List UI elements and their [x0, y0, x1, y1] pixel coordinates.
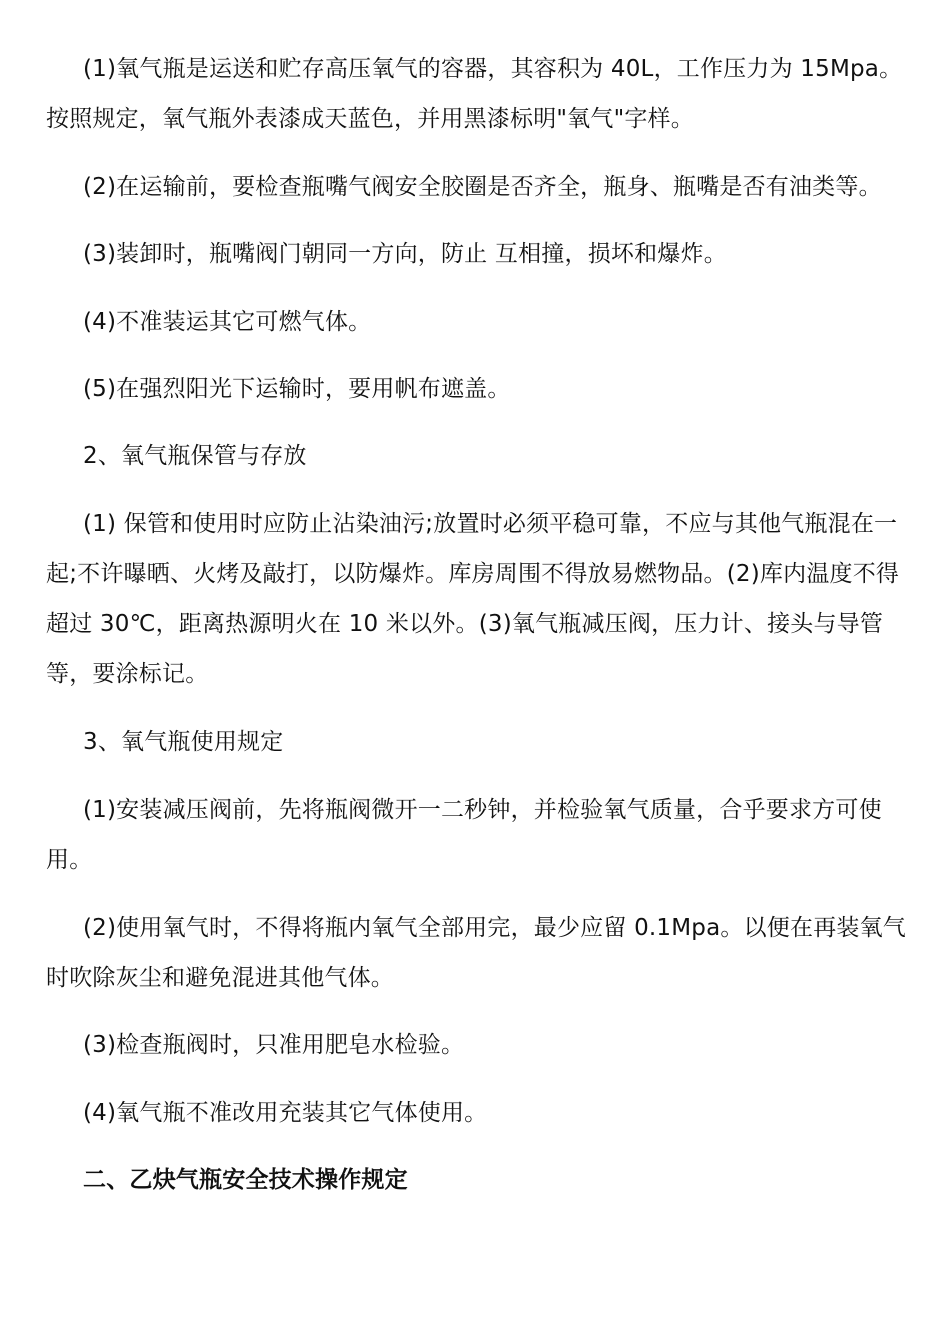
paragraph-storage-rules: (1) 保管和使用时应防止沾染油污;放置时必须平稳可靠，不应与其他气瓶混在一起;不许曝晒、火烤及敲打，以防爆炸。库房周围不得放易燃物品。(2)库内温度不得超过 30℃，距离热源明火在 10 米以外。(3)氧气瓶减压阀，压力计、接头与导管等，要涂标记。	[46, 511, 900, 687]
paragraph-sunlight-cover: (5)在强烈阳光下运输时，要用帆布遮盖。	[83, 376, 511, 402]
paragraph-install-regulator: (1)安装减压阀前，先将瓶阀微开一二秒钟，并检验氧气质量，合乎要求方可使用。	[46, 797, 882, 873]
chapter-heading-acetylene: 二、乙炔气瓶安全技术操作规定	[83, 1167, 408, 1193]
paragraph-no-flammable-gas: (4)不准装运其它可燃气体。	[83, 309, 372, 335]
paragraph-soap-water-check: (3)检查瓶阀时，只准用肥皂水检验。	[83, 1032, 465, 1058]
paragraph-transport-inspection: (2)在运输前，要检查瓶嘴气阀安全胶圈是否齐全，瓶身、瓶嘴是否有油类等。	[83, 174, 882, 200]
section-heading-storage: 2、氧气瓶保管与存放	[83, 443, 307, 469]
paragraph-oxygen-cylinder-definition: (1)氧气瓶是运送和贮存高压氧气的容器，其容积为 40L，工作压力为 15Mpa。按照规定，氧气瓶外表漆成天蓝色，并用黑漆标明"氧气"字样。	[46, 56, 903, 132]
paragraph-no-refill-other-gas: (4)氧气瓶不准改用充装其它气体使用。	[83, 1100, 488, 1126]
paragraph-residual-pressure: (2)使用氧气时，不得将瓶内氧气全部用完，最少应留 0.1Mpa。以便在再装氧气时吹除灰尘和避免混进其他气体。	[46, 915, 907, 991]
section-heading-usage: 3、氧气瓶使用规定	[83, 729, 284, 755]
paragraph-loading-unloading: (3)装卸时，瓶嘴阀门朝同一方向，防止 互相撞，损坏和爆炸。	[83, 241, 727, 267]
